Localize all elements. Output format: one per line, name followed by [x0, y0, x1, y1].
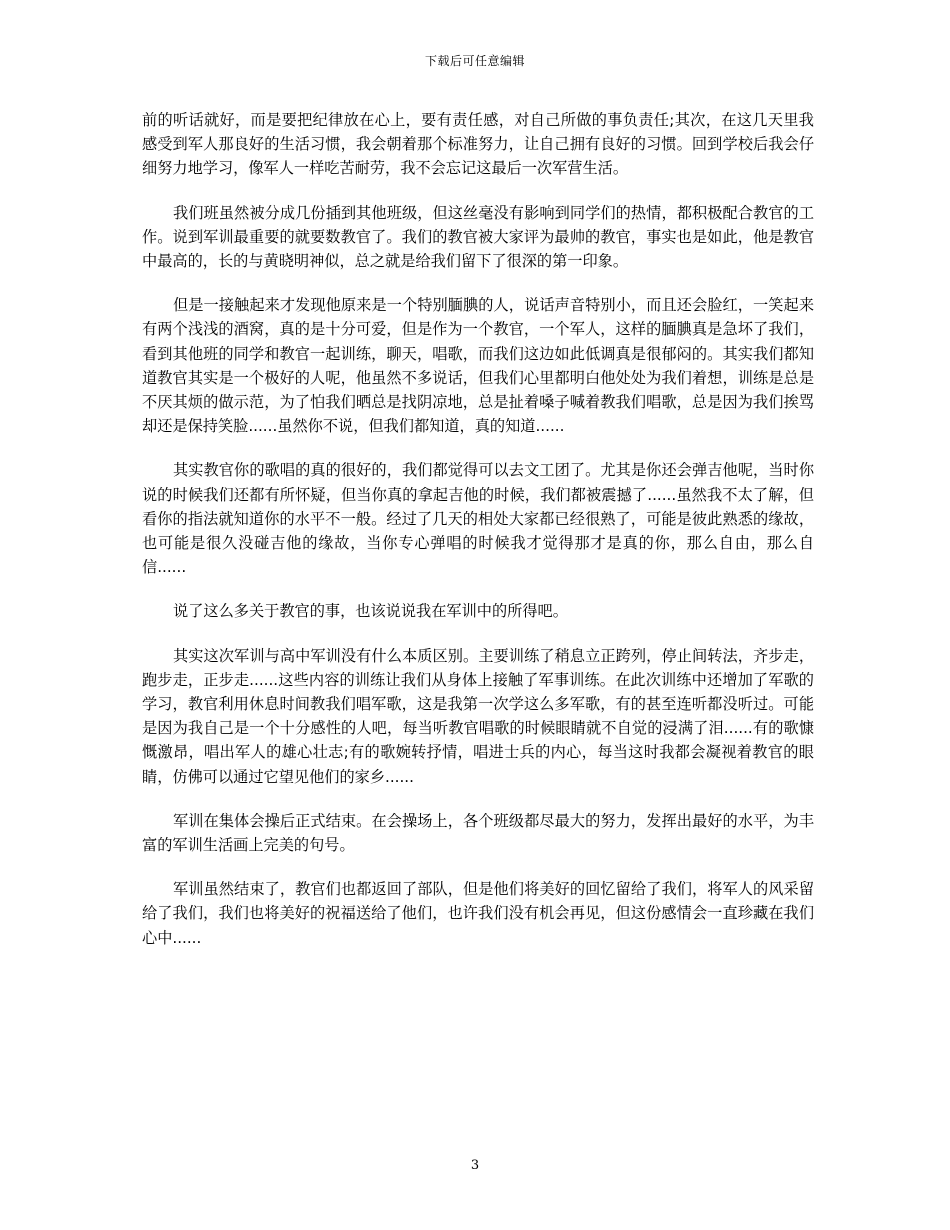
page-header: 下载后可任意编辑: [424, 54, 525, 68]
paragraph-2: 我们班虽然被分成几份插到其他班级，但这丝毫没有影响到同学们的热情，都积极配合教官的工作。说到军训最重要的就要数教官了。我们的教官被大家评为最帅的教官，事实也是如此，他是教官中最高的，长的与黄晓明神似，总之就是给我们留下了很深的第一印象。: [142, 203, 814, 271]
paragraph-6: 其实这次军训与高中军训没有什么本质区别。主要训练了稍息立正跨列，停止间转法，齐步走，跑步走，正步走......这些内容的训练让我们从身体上接触了军事训练。在此次训练中还增加了军歌的学习，教官利用休息时间教我们唱军歌，这是我第一次学这么多军歌，有的甚至连听都没听过。可能是因为我自己是一个十分感性的人吧，每当听教官唱歌的时候眼睛就不自觉的浸满了泪......有的歌慷慨激昂，唱出军人的雄心壮志;有的歌婉转抒情，唱进士兵的内心，每当这时我都会凝视着教官的眼睛，仿佛可以通过它望见他们的家乡......: [142, 646, 814, 786]
paragraph-8: 军训虽然结束了，教官们也都返回了部队，但是他们将美好的回忆留给了我们，将军人的风采留给了我们，我们也将美好的祝福送给了他们，也许我们没有机会再见，但这份感情会一直珍藏在我们心中......: [142, 880, 814, 947]
document-body: [142, 108, 814, 970]
paragraph-1: 前的听话就好，而是要把纪律放在心上，要有责任感，对自己所做的事负责任;其次，在这几天里我感受到军人那良好的生活习惯，我会朝着那个标准努力，让自己拥有良好的习惯。回到学校后我会仔细努力地学习，像军人一样吃苦耐劳，我不会忘记这最后一次军营生活。: [142, 111, 814, 178]
page-number: 3: [470, 1158, 480, 1173]
paragraph-7: 军训在集体会操后正式结束。在会操场上，各个班级都尽最大的努力，发挥出最好的水平，为丰富的军训生活画上完美的句号。: [142, 811, 814, 855]
paragraph-4: 其实教官你的歌唱的真的很好的，我们都觉得可以去文工团了。尤其是你还会弹吉他呢，当时你说的时候我们还都有所怀疑，但当你真的拿起吉他的时候，我们都被震撼了......虽然我不太了解，但看你的指法就知道你的水平不一般。经过了几天的相处大家都已经很熟了，可能是彼此熟悉的缘故，也可能是很久没碰吉他的缘故，当你专心弹唱的时候我才觉得那才是真的你，那么自由，那么自信......: [142, 461, 814, 577]
paragraph-3: 但是一接触起来才发现他原来是一个特别腼腆的人，说话声音特别小，而且还会脸红，一笑起来有两个浅浅的酒窝，真的是十分可爱，但是作为一个教官，一个军人，这样的腼腆真是急坏了我们，看到其他班的同学和教官一起训练，聊天，唱歌，而我们这边如此低调真是很郁闷的。其实我们都知道教官其实是一个极好的人呢，他虽然不多说话，但我们心里都明白他处处为我们着想，训练是总是不厌其烦的做示范，为了怕我们晒总是找阴凉地，总是扯着嗓子喊着教我们唱歌，总是因为我们挨骂却还是保持笑脸......虽然你不说，但我们都知道，真的知道......: [142, 296, 814, 436]
paragraph-5: 说了这么多关于教官的事，也该说说我在军训中的所得吧。: [173, 602, 568, 621]
